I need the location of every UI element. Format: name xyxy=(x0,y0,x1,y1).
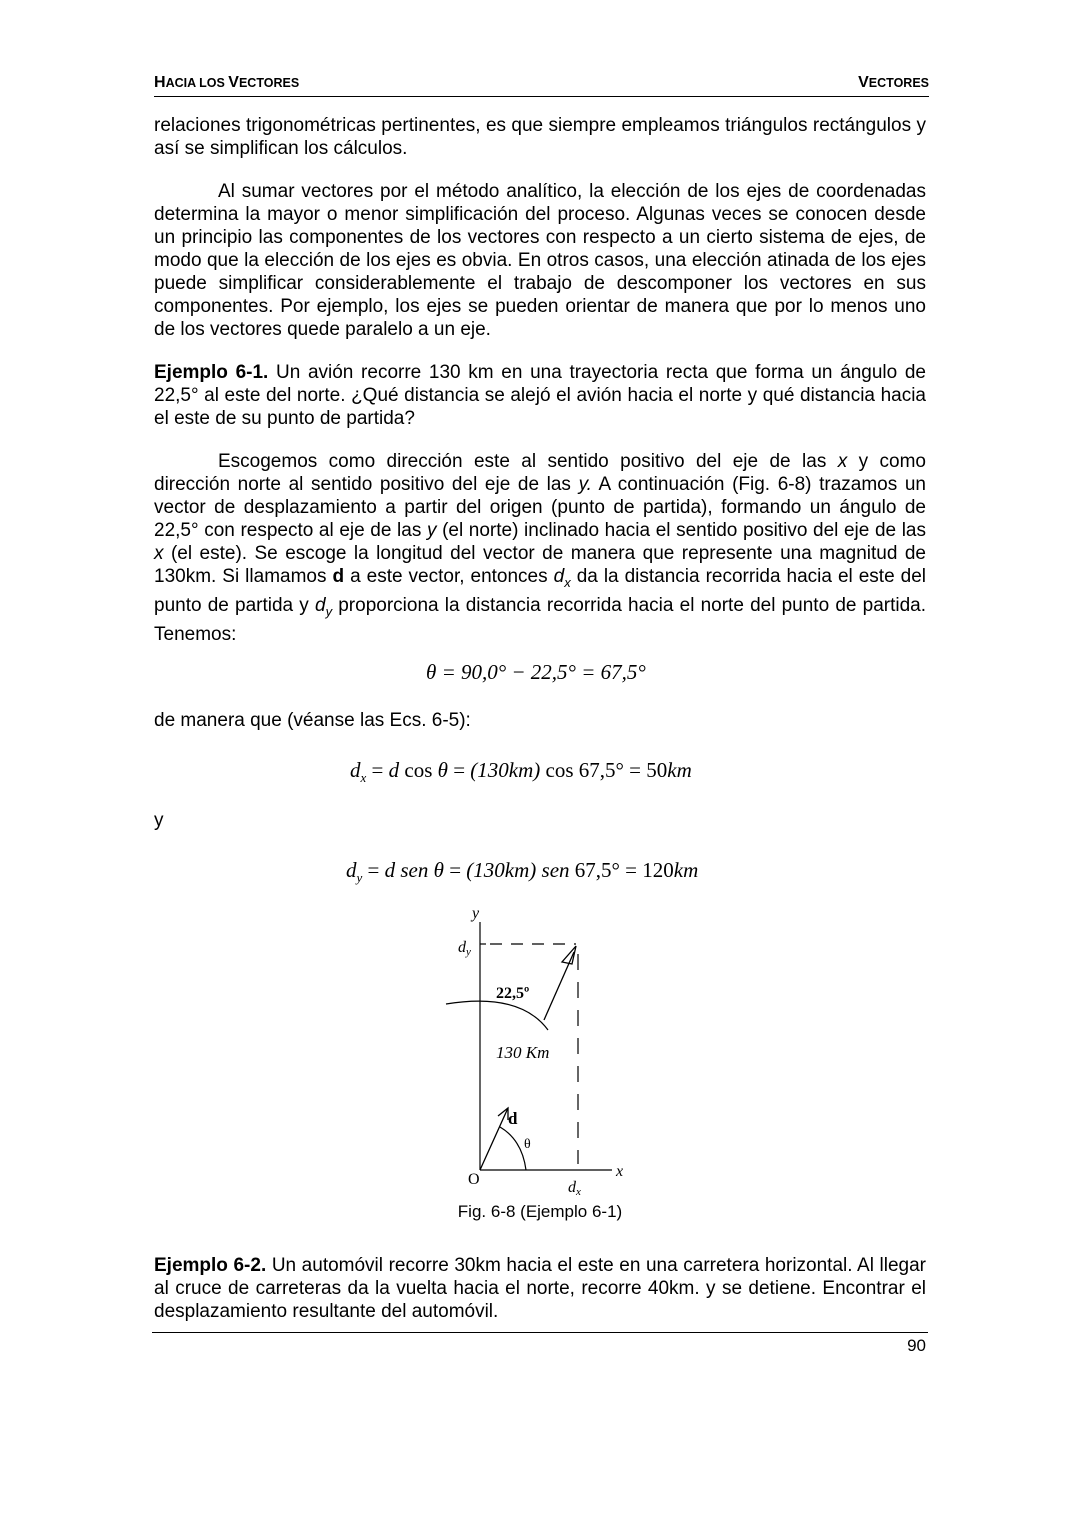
paragraph-2: Al sumar vectores por el método analítico, la elección de los ejes de coordenadas determina la mayor o menor simplificación del proceso. Algunas veces se conocen desde un principio las componentes de los vectores con respecto a un cierto sistema de ejes, de modo que la elección de los ejes es obvia. En otros casos, una elección atinada de los ejes puede simplificar considerablemente el trabajo de descomponer los vectores en sus componentes. Por ejemplo, los ejes se pueden orientar de manera que por lo menos uno de los vectores quede paralelo a un eje. xyxy=(154,181,926,340)
example-6-2: Ejemplo 6-2. Un automóvil recorre 30km hacia el este en una carretera horizontal. Al llegar al cruce de carreteras da la vuelta hacia el norte, recorre 40km. y se detiene. Encontrar el desplazamiento resultante del automóvil. xyxy=(154,1255,927,1322)
paragraph-4: Escogemos como dirección este al sentido positivo del eje de las x y como dirección norte al sentido positivo del eje de las y. A continuación (Fig. 6-8) trazamos un vector de desplazamiento a partir del origen (punto de partida), formando un ángulo de 22,5° con respecto al eje de las y (el norte) inclinado hacia el sentido positivo del eje de las x (el este). Se escoge la longitud del vector de manera que represente una magnitud de 130km. Si llamamos d a este vector, entonces $d_x$ da la distancia recorrida hacia el este del punto de partida y $d_y$ proporciona la distancia recorrida hacia el norte del punto de partida. Tenemos: xyxy=(154,451,926,645)
header-right-title: VECTORES xyxy=(858,74,929,91)
dy-label: dy xyxy=(458,939,471,958)
paragraph-5: de manera que (véanse las Ecs. 6-5): xyxy=(154,710,471,731)
angle-22-5-arc xyxy=(446,1001,548,1030)
figure-caption: Fig. 6-8 (Ejemplo 6-1) xyxy=(457,1202,623,1221)
equation-dy: $d_y = d$ sen θ = (130km) sen 67,5° = 120km xyxy=(346,858,699,886)
header-left-title: HACIA LOS VECTORES xyxy=(154,74,300,91)
example-6-2-label: Ejemplo 6-2. xyxy=(154,1255,267,1276)
page-number: 90 xyxy=(907,1336,926,1355)
body-text xyxy=(154,114,926,646)
paragraph-1: relaciones trigonométricas pertinentes, es que siempre empleamos triángulos rectángulos y así se simplifican los cálculos. xyxy=(154,115,926,159)
vector-d-line xyxy=(480,1108,508,1170)
angle-22-5-label: 22,5º xyxy=(496,985,530,1002)
vector-arrowhead xyxy=(562,946,576,964)
theta-arc xyxy=(500,1127,526,1170)
footer-divider xyxy=(152,1332,928,1333)
equation-theta: θ = 90,0° − 22,5° = 67,5° xyxy=(426,660,646,684)
theta-label: θ xyxy=(524,1137,531,1152)
body-text-2 xyxy=(154,1254,926,1323)
vector-diagram xyxy=(440,902,640,1202)
vector-upper-segment xyxy=(544,952,574,1020)
y-axis-label: y xyxy=(472,905,480,922)
example-6-1-label: Ejemplo 6-1. xyxy=(154,362,269,383)
running-header xyxy=(154,72,929,97)
dx-label: dx xyxy=(568,1179,581,1198)
vector-d-label: d xyxy=(508,1109,518,1128)
magnitude-label: 130 Km xyxy=(496,1043,550,1062)
x-axis-label: x xyxy=(616,1163,624,1180)
example-6-1: Ejemplo 6-1. Un avión recorre 130 km en una trayectoria recta que forma un ángulo de 22,5° al este del norte. ¿Qué distancia se alejó el avión hacia el norte y qué distancia hacia el este de su punto de partida? xyxy=(154,362,927,429)
conjunction-y: y xyxy=(154,810,164,831)
equation-dx: $d_x = d$ cos θ = (130km) cos 67,5° = 50km xyxy=(350,758,692,786)
origin-label: O xyxy=(468,1171,480,1188)
